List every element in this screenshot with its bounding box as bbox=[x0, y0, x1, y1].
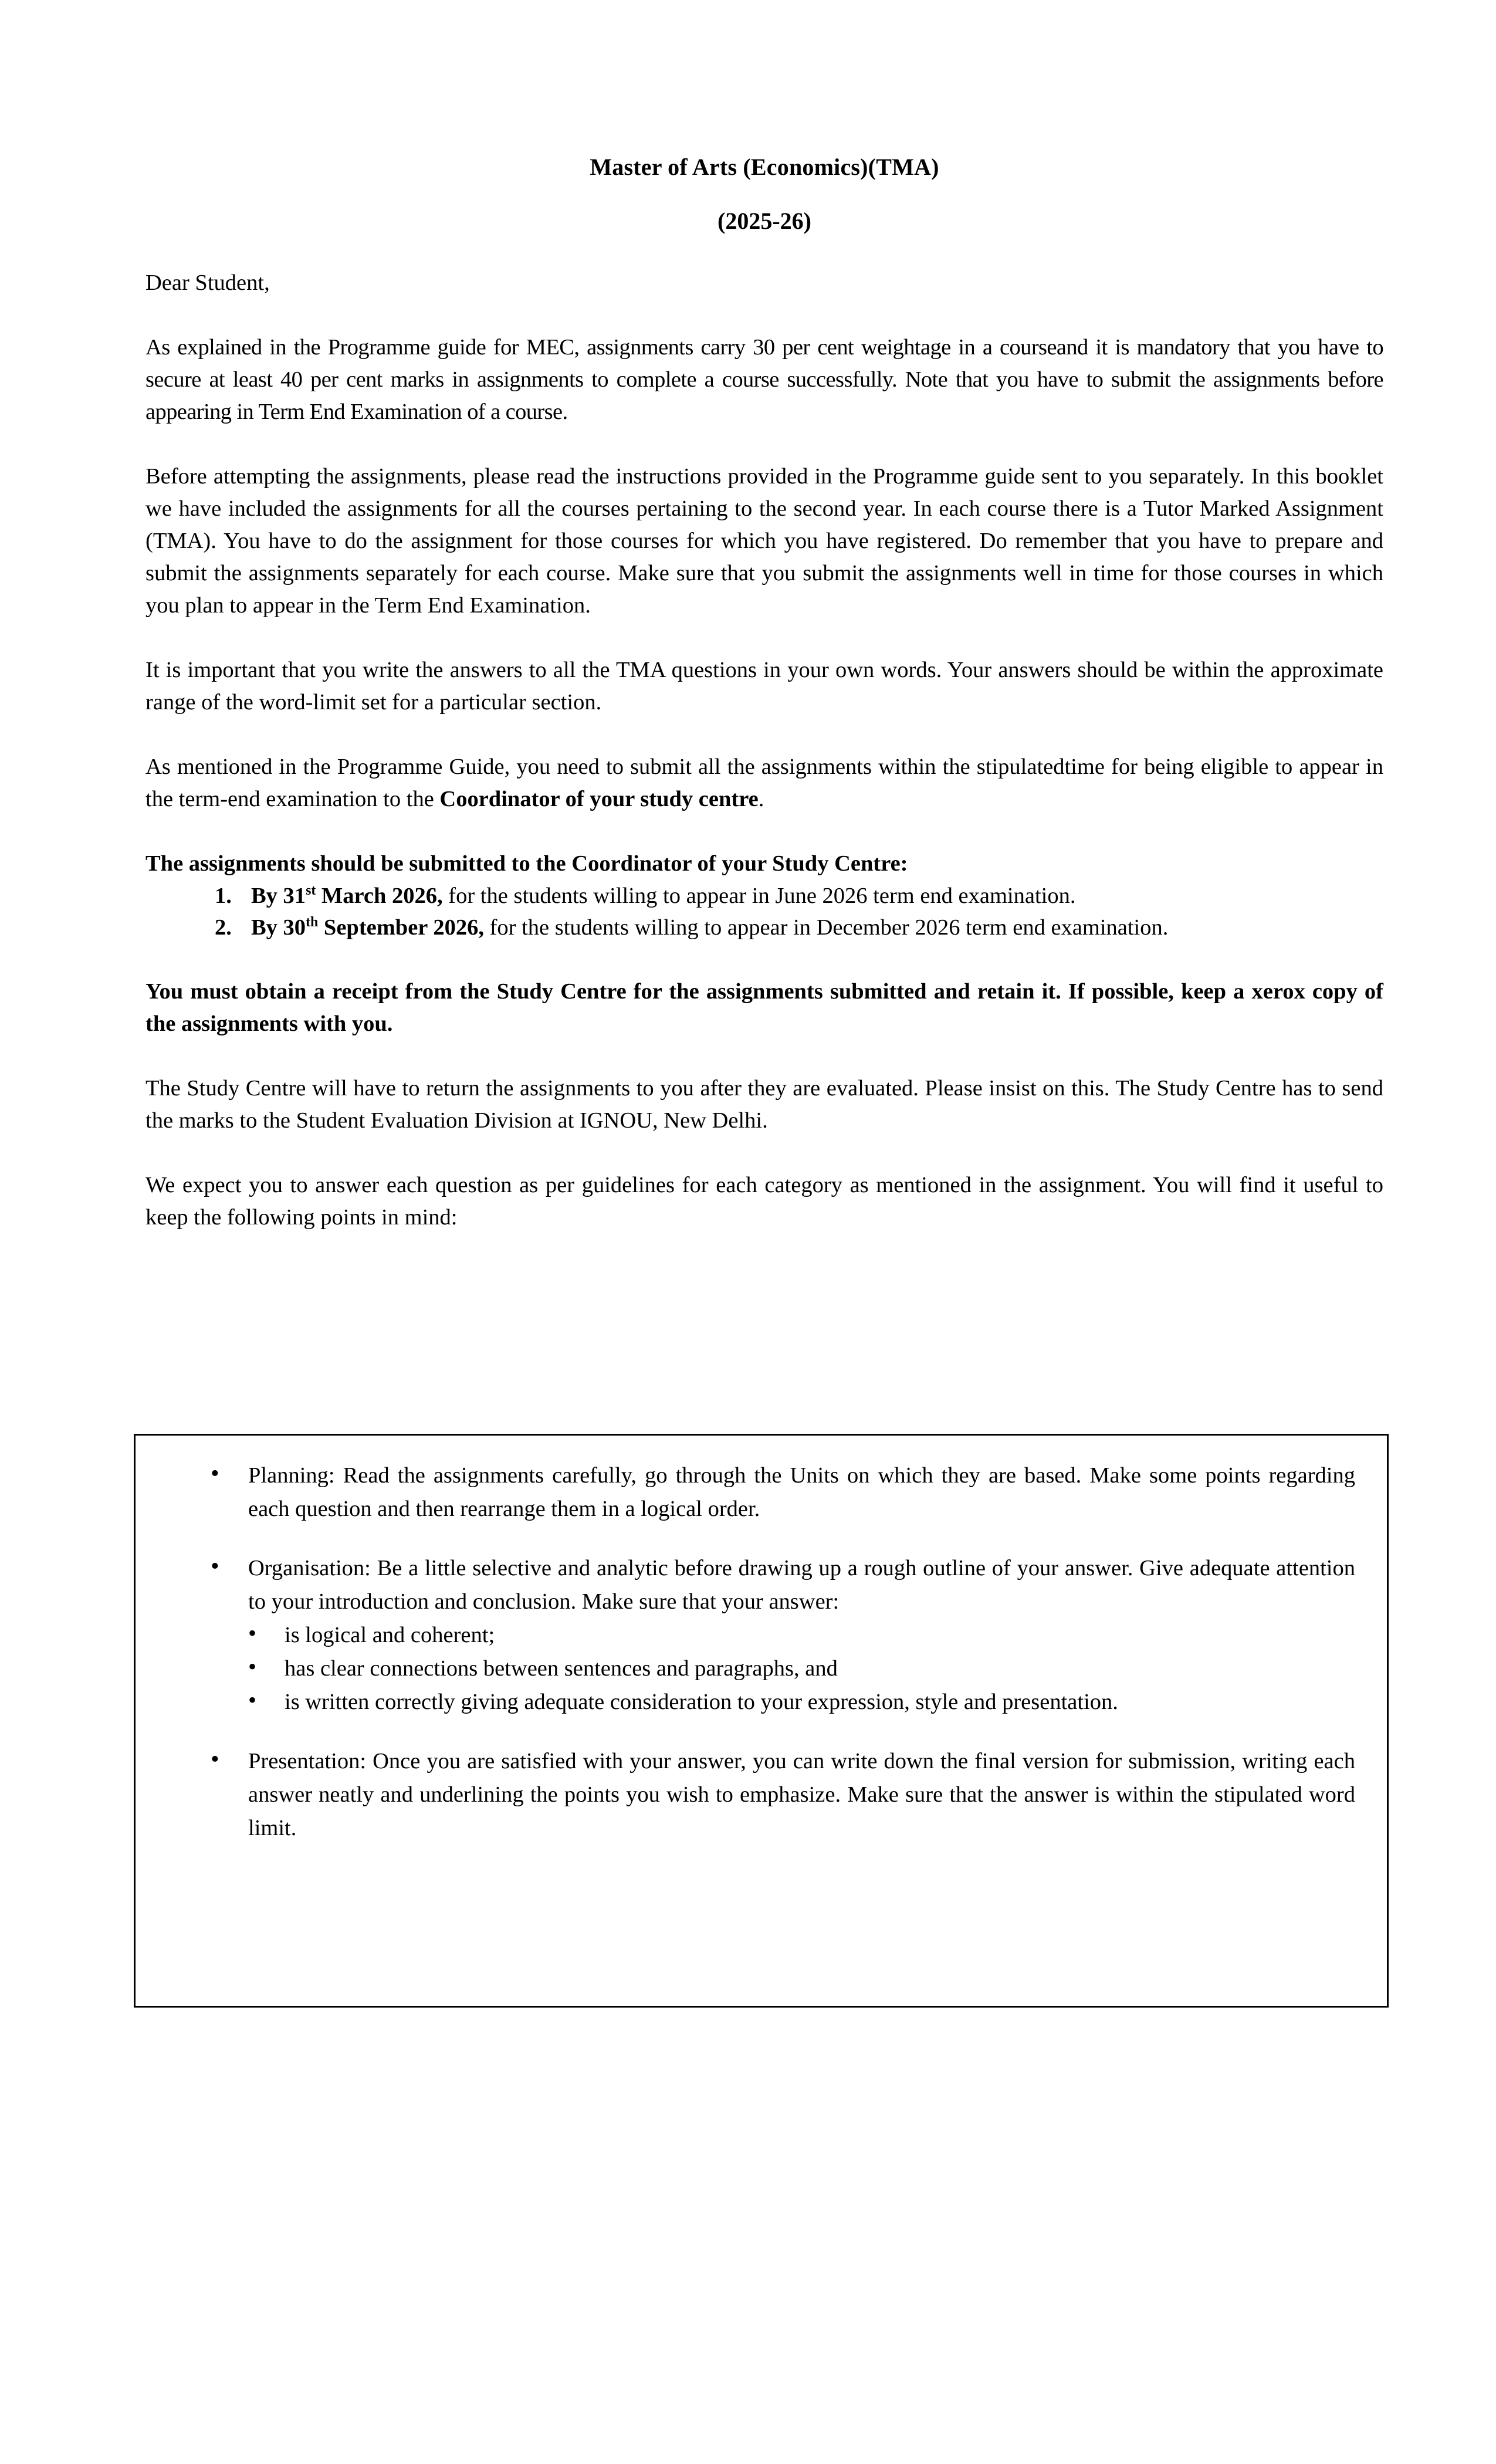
page-subtitle: (2025-26) bbox=[717, 208, 811, 234]
salutation: Dear Student, bbox=[145, 270, 270, 295]
guidance-bullet-list bbox=[136, 1436, 1387, 1845]
spacer bbox=[145, 1137, 1383, 1169]
spacer bbox=[145, 428, 1383, 461]
deadline-2-day: By 30 bbox=[251, 915, 306, 940]
spacer bbox=[145, 299, 1383, 331]
submission-heading bbox=[145, 848, 1383, 880]
deadline-2-date: September 2026, bbox=[318, 915, 484, 940]
submission-heading-text: The assignments should be submitted to the Coordinator of your Study Centre: bbox=[145, 851, 908, 876]
list-item bbox=[215, 880, 1383, 912]
deadline-1-day: By 31 bbox=[251, 884, 306, 908]
organisation-sub-list bbox=[248, 1619, 1355, 1719]
paragraph-own-words: It is important that you write the answers to all the TMA questions in your own words. Your answers should be within the approximate range of the word-limit set for a particular section. bbox=[145, 658, 1383, 715]
list-item: • has clear connections between sentences and paragraphs, and bbox=[248, 1652, 1355, 1685]
deadline-2-ordinal: th bbox=[306, 915, 319, 930]
spacer bbox=[145, 719, 1383, 751]
paragraph-return-assignments: The Study Centre will have to return the assignments to you after they are evaluated. Please insist on this. The Study Centre has to send the marks to the Student Evaluation Division at IGNOU, New Delhi. bbox=[145, 1076, 1383, 1133]
spacer bbox=[145, 1040, 1383, 1072]
spacer bbox=[145, 622, 1383, 654]
submission-deadline-list bbox=[145, 880, 1383, 943]
paragraph-weightage: As explained in the Programme guide for MEC, assignments carry 30 per cent weightage in a courseand it is mandatory that you have to secure at least 40 per cent marks in assignments to complete a course successfully. Note that you have to submit the assignments before appearing in Term End Examination of a course. bbox=[145, 335, 1383, 424]
list-item-planning: • Planning: Read the assignments carefully, go through the Units on which they are based. Make some points regarding each question and then rearrange them in a logical order. bbox=[209, 1459, 1355, 1526]
receipt-emphasis: You must obtain a receipt from the Study Centre for the assignments submitted and retain it. If possible, keep a xerox copy of the assignments with you. bbox=[145, 979, 1383, 1036]
deadline-1-rest: for the students willing to appear in June 2026 term end examination. bbox=[442, 884, 1076, 908]
coordinator-emphasis: Coordinator of your study centre bbox=[439, 787, 759, 811]
stipulated-time-lead: As mentioned in the Programme Guide, you need to submit all the assignments within the stipulatedtime for being eligible to appear in the term-end examination to the bbox=[145, 754, 1383, 811]
spacer bbox=[145, 815, 1383, 848]
organisation-text: Organisation: Be a little selective and analytic before drawing up a rough outline of your answer. Give adequate attention to your introduction and conclusion. Make sure that your answer: bbox=[248, 1556, 1355, 1614]
deadline-1-date: March 2026, bbox=[316, 884, 443, 908]
list-item-organisation bbox=[209, 1552, 1355, 1719]
list-item bbox=[215, 912, 1383, 943]
paragraph-stipulated-time bbox=[145, 751, 1383, 815]
stipulated-time-tail: . bbox=[758, 787, 764, 811]
paragraph-instructions: Before attempting the assignments, please read the instructions provided in the Programme guide sent to you separately. In this booklet we have included the assignments for all the courses pertaining to the second year. In each course there is a Tutor Marked Assignment (TMA). You have to do the assignment for those courses for which you have registered. Do remember that you have to prepare and submit the assignments separately for each course. Make sure that you submit the assignments well in time for those courses in which you plan to appear in the Term End Examination. bbox=[145, 464, 1383, 618]
guidance-box bbox=[134, 1434, 1389, 2008]
list-item: • is logical and coherent; bbox=[248, 1619, 1355, 1652]
list-item: • is written correctly giving adequate consideration to your expression, style and presentation. bbox=[248, 1685, 1355, 1719]
list-item-presentation: • Presentation: Once you are satisfied with your answer, you can write down the final version for submission, writing each answer neatly and underlining the points you wish to emphasize. Make sure that the answer is within the stipulated word limit. bbox=[209, 1745, 1355, 1845]
paragraph-guidelines-intro: We expect you to answer each question as per guidelines for each category as mentioned in the assignment. You will find it useful to keep the following points in mind: bbox=[145, 1173, 1383, 1230]
spacer bbox=[145, 233, 1383, 267]
deadline-2-rest: for the students willing to appear in December 2026 term end examination. bbox=[483, 915, 1169, 940]
spacer bbox=[145, 943, 1383, 976]
document-body bbox=[145, 0, 1383, 1234]
deadline-1-ordinal: st bbox=[306, 883, 316, 899]
paragraph-receipt bbox=[145, 976, 1383, 1040]
page-title: Master of Arts (Economics)(TMA) bbox=[590, 154, 939, 180]
